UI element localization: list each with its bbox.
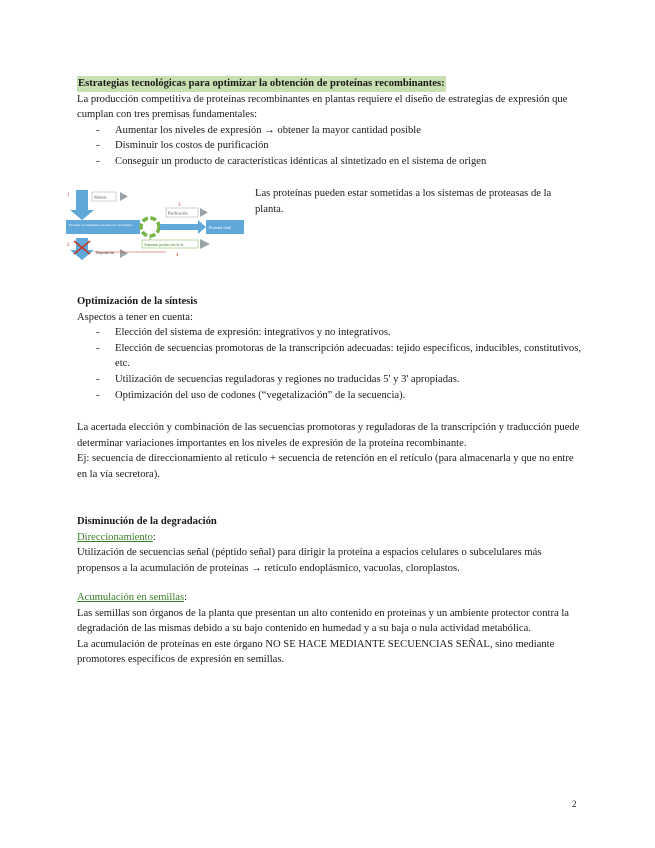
section-title-degradation: Disminución de la degradación (77, 516, 217, 527)
number-3: 3 (178, 203, 181, 208)
label-low: Aumentar producción de la (144, 243, 184, 247)
label-top: Síntesis (94, 194, 107, 200)
protease-note: Las proteínas pueden estar sometidas a los sistemas de proteasas de la planta. (255, 188, 552, 215)
label-left: Proteína recombinante en suelo de crecimiento (69, 223, 133, 227)
label-mid: Purificación (168, 210, 188, 216)
section-synthesis (77, 294, 582, 403)
list-item: - Conseguir un producto de características idénticas al sintetizado en el sistema de origen (77, 154, 582, 170)
subheading-direccionamiento: Direccionamiento (77, 531, 153, 543)
direccionamiento-para: Utilización de secuencias señal (péptido señal) para dirigir la proteína a espacios celulares o subcelulares más propensos a la acumulación de proteínas → retículo endoplásmico, vacuolas, cloroplastos. (77, 547, 542, 574)
seeds-para-2: La acumulación de proteínas en este órgano NO SE HACE MEDIANTE SECUENCIAS SEÑAL, sino mediante promotores específicos de expresión en semillas. (77, 638, 555, 666)
grey-triangle (120, 249, 128, 258)
protein-flow-diagram (66, 186, 246, 262)
section-title-strategies: Estrategias tecnológicas para optimizar la obtención de proteínas recombinantes: (77, 76, 446, 92)
grey-triangle (120, 192, 128, 201)
section-degradation (77, 514, 582, 576)
number-2: 2 (67, 243, 70, 248)
strategies-intro: La producción competitiva de proteínas recombinantes en plantas requiere el diseño de estrategias de expresión que cumplan con tres premisas fundamentales: (77, 93, 568, 121)
section-title-synthesis: Optimización de la síntesis (77, 296, 198, 307)
section-seeds (77, 590, 582, 668)
label-right: Proteína final (209, 225, 231, 230)
down-arrow-top (70, 190, 94, 220)
list-item: - Utilización de secuencias reguladoras y regiones no traducidas 5' y 3' apropiadas. (77, 372, 582, 388)
list-item: - Elección del sistema de expresión: integrativos y no integrativos. (77, 325, 582, 341)
subheading-colon: : (152, 531, 156, 543)
synthesis-paragraphs (77, 420, 582, 482)
subheading-seeds: Acumulación en semillas (77, 592, 185, 603)
synthesis-para-1: La acertada elección y combinación de las secuencias promotoras y reguladoras de la transcripción y traducción puede determinar variaciones importantes en los niveles de expresión de la proteína recombinante. (77, 422, 580, 449)
seeds-para-1: Las semillas son órganos de la planta que presentan un alto contenido en proteínas y un ambiente protector contra la degradación de las mismas debido a su bajo contenido en humedad y a su baja o nula actividad metabólica. (77, 607, 569, 635)
right-arrow (160, 220, 206, 234)
number-4: 4 (176, 253, 179, 258)
page-number: 2 (572, 799, 577, 809)
list-item: - Aumentar los niveles de expresión → obtener la mayor cantidad posible (77, 123, 582, 139)
list-item: - Optimización del uso de codones (“vegetalización” de la secuencia). (77, 388, 582, 404)
strategies-list (77, 123, 582, 170)
cycle-icon (141, 218, 159, 236)
synthesis-intro: Aspectos a tener en cuenta: (77, 311, 193, 323)
grey-triangle (200, 208, 208, 217)
label-bottom: Degradación (96, 251, 115, 255)
subheading-colon: : (184, 592, 188, 603)
down-arrow-bottom (70, 238, 94, 260)
number-1: 1 (67, 193, 70, 198)
synthesis-list (77, 325, 582, 403)
section-strategies (77, 76, 582, 170)
list-item: - Elección de secuencias promotoras de la transcripción adecuadas: tejido específicos, inducibles, constitutivos, etc. (77, 341, 582, 372)
list-item: - Disminuir los costos de purificación (77, 138, 582, 154)
grey-triangle (200, 239, 210, 249)
synthesis-para-2: Ej: secuencia de direccionamiento al retículo + secuencia de retención en el retículo (para almacenarla y que no entre en la vía secretora). (77, 453, 574, 480)
